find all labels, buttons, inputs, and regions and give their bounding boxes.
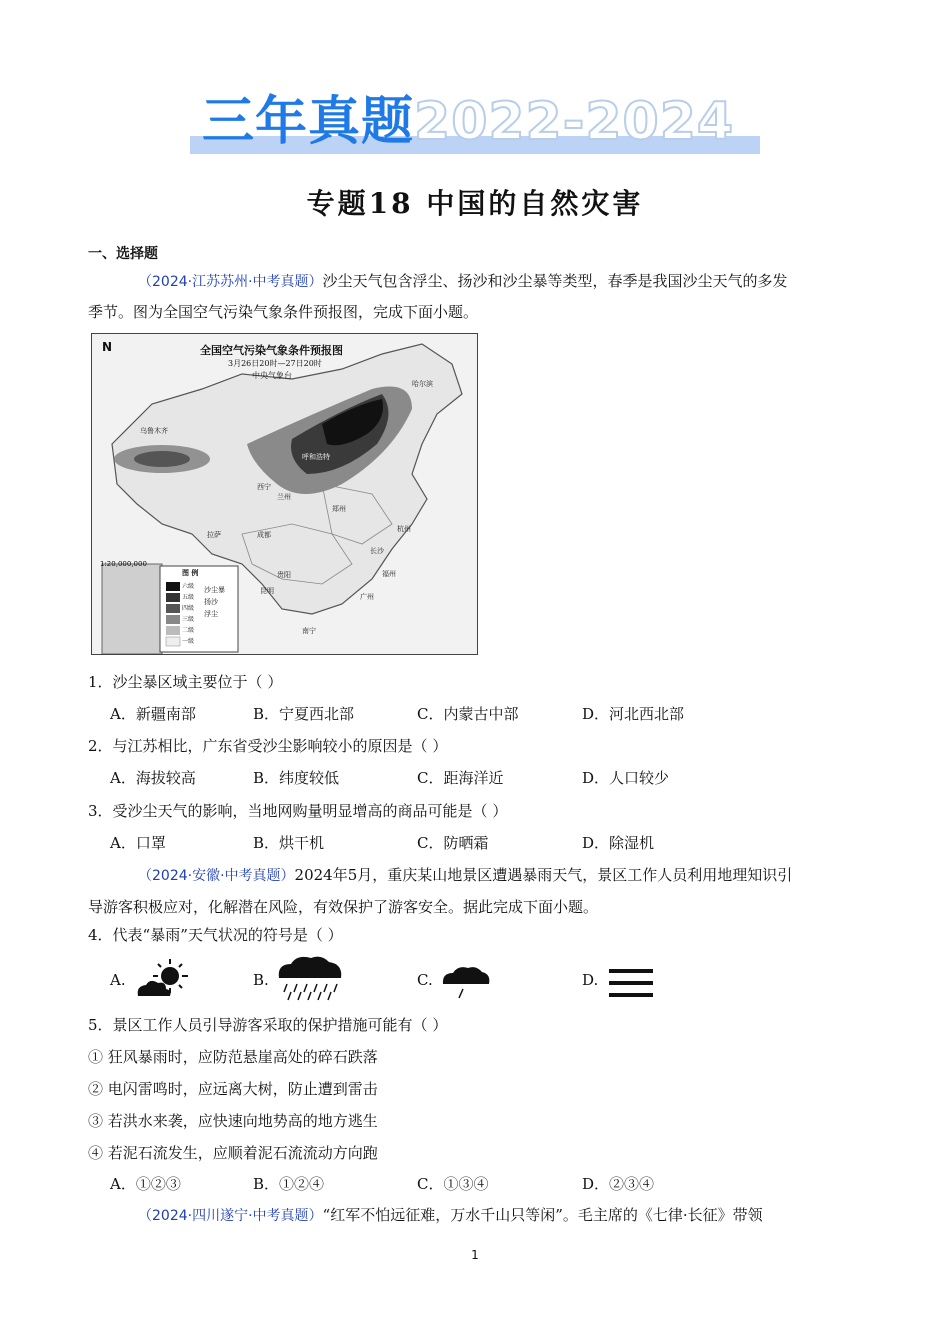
block2-source: （2024·安徽·中考真题） bbox=[138, 868, 295, 884]
map-city-label: 长沙 bbox=[370, 547, 384, 555]
block2-intro-line2: 导游客积极应对，化解潜在风险，有效保护了游客安全。据此完成下面小题。 bbox=[88, 898, 599, 916]
map-city-label: 福州 bbox=[382, 570, 396, 578]
q3-option-d: D．除湿机 bbox=[582, 834, 655, 852]
document-title: 专题18 中国的自然灾害 bbox=[306, 187, 644, 220]
section-heading: 一、选择题 bbox=[88, 246, 158, 262]
legend-level: 四级 bbox=[182, 605, 195, 612]
map-north-arrow: N bbox=[102, 340, 113, 354]
q2-option-a: A．海拔较高 bbox=[110, 769, 196, 787]
banner-text bbox=[202, 90, 734, 154]
q5-option-c: C．①③④ bbox=[417, 1175, 489, 1193]
page-number: 1 bbox=[471, 1248, 479, 1262]
q5-option-b: B．①②④ bbox=[253, 1175, 325, 1193]
block3-text1: “红军不怕远征难，万水千山只等闲”。毛主席的《七律·长征》带领 bbox=[322, 1206, 763, 1224]
block3-intro-line1 bbox=[138, 1204, 763, 1227]
q2-stem: 2．与江苏相比，广东省受沙尘影响较小的原因是（ ） bbox=[88, 737, 448, 755]
map-city-label: 广州 bbox=[360, 593, 374, 601]
sun-cloud-icon bbox=[132, 956, 192, 1000]
map-time: 3月26日20时—27日20时 bbox=[228, 359, 322, 368]
q5-stem: 5．景区工作人员引导游客采取的保护措施可能有（ ） bbox=[88, 1016, 448, 1034]
map-scale: 1:20,000,000 bbox=[100, 560, 147, 568]
q3-option-b: B．烘干机 bbox=[253, 834, 325, 852]
map-city-label: 哈尔滨 bbox=[412, 380, 433, 388]
map-legend-title: 图 例 bbox=[182, 568, 199, 577]
q2-option-b: B．纬度较低 bbox=[253, 769, 340, 787]
banner-part1: 三年真题 bbox=[202, 92, 415, 152]
q4-option-d-label: D. bbox=[582, 971, 599, 989]
block1-text1: 沙尘天气包含浮尘、扬沙和沙尘暴等类型，春季是我国沙尘天气的多发 bbox=[322, 272, 788, 290]
q4-option-b-label: B. bbox=[253, 971, 269, 989]
legend-level: 三级 bbox=[182, 616, 195, 623]
q3-stem: 3．受沙尘天气的影响，当地网购量明显增高的商品可能是（ ） bbox=[88, 802, 508, 820]
fog-icon bbox=[607, 966, 655, 1000]
map-legend-symbols bbox=[204, 584, 225, 620]
legend-level: 二级 bbox=[182, 627, 195, 634]
block2-intro-line1 bbox=[138, 864, 792, 887]
map-legend-levels bbox=[182, 581, 194, 647]
block3-source: （2024·四川遂宁·中考真题） bbox=[138, 1208, 323, 1224]
block1-intro-line1 bbox=[138, 270, 788, 293]
heavy-rain-icon bbox=[275, 952, 345, 1002]
q5-option-d: D．②③④ bbox=[582, 1175, 655, 1193]
q1-option-c: C．内蒙古中部 bbox=[417, 705, 519, 723]
q4-option-a-label: A. bbox=[110, 971, 126, 989]
q3-option-c: C．防晒霜 bbox=[417, 834, 489, 852]
q2-option-c: C．距海洋近 bbox=[417, 769, 504, 787]
q5-item-1: ① 狂风暴雨时，应防范悬崖高处的碎石跌落 bbox=[88, 1048, 378, 1066]
map-city-label: 昆明 bbox=[260, 587, 274, 595]
q5-option-a: A．①②③ bbox=[110, 1175, 181, 1193]
q4-stem: 4．代表“暴雨”天气状况的符号是（ ） bbox=[88, 926, 343, 944]
map-city-label: 兰州 bbox=[277, 493, 291, 501]
block2-text1: 2024年5月，重庆某山地景区遭遇暴雨天气，景区工作人员利用地理知识引 bbox=[294, 866, 793, 884]
q4-option-c-label: C. bbox=[417, 971, 433, 989]
map-city-label: 南宁 bbox=[302, 627, 316, 635]
map-title: 全国空气污染气象条件预报图 bbox=[200, 344, 343, 357]
banner-part2: 2022-2024 bbox=[414, 92, 735, 152]
q5-item-3: ③ 若洪水来袭，应快速向地势高的地方逃生 bbox=[88, 1112, 378, 1130]
legend-symbol: 扬沙 bbox=[204, 598, 218, 606]
q1-option-a: A．新疆南部 bbox=[110, 705, 196, 723]
legend-level: 五级 bbox=[182, 594, 195, 601]
q5-item-2: ② 电闪雷鸣时，应远离大树，防止遭到雷击 bbox=[88, 1080, 378, 1098]
legend-level: 六级 bbox=[182, 583, 195, 590]
legend-level: 一级 bbox=[182, 638, 195, 645]
air-pollution-forecast-map bbox=[91, 333, 478, 655]
map-city-label: 呼和浩特 bbox=[302, 453, 330, 461]
map-city-label: 拉萨 bbox=[207, 531, 221, 539]
q3-option-a: A．口罩 bbox=[110, 834, 166, 852]
block1-source: （2024·江苏苏州·中考真题） bbox=[138, 274, 323, 290]
header-banner bbox=[190, 92, 760, 154]
map-city-label: 西宁 bbox=[257, 483, 271, 491]
map-city-label: 郑州 bbox=[332, 505, 346, 513]
q1-stem: 1．沙尘暴区域主要位于（ ） bbox=[88, 673, 283, 691]
map-agency: 中央气象台 bbox=[252, 371, 292, 380]
q1-option-d: D．河北西北部 bbox=[582, 705, 685, 723]
map-city-label: 贵阳 bbox=[277, 571, 291, 579]
q2-option-d: D．人口较少 bbox=[582, 769, 670, 787]
q1-option-b: B．宁夏西北部 bbox=[253, 705, 355, 723]
light-rain-icon bbox=[440, 962, 492, 1002]
map-city-label: 乌鲁木齐 bbox=[140, 427, 168, 435]
block1-intro-line2: 季节。图为全国空气污染气象条件预报图，完成下面小题。 bbox=[88, 303, 479, 321]
legend-symbol: 沙尘暴 bbox=[204, 586, 225, 594]
map-city-label: 成都 bbox=[257, 531, 271, 539]
map-city-label: 杭州 bbox=[397, 525, 411, 533]
q5-item-4: ④ 若泥石流发生，应顺着泥石流流动方向跑 bbox=[88, 1144, 378, 1162]
legend-symbol: 浮尘 bbox=[204, 610, 218, 618]
